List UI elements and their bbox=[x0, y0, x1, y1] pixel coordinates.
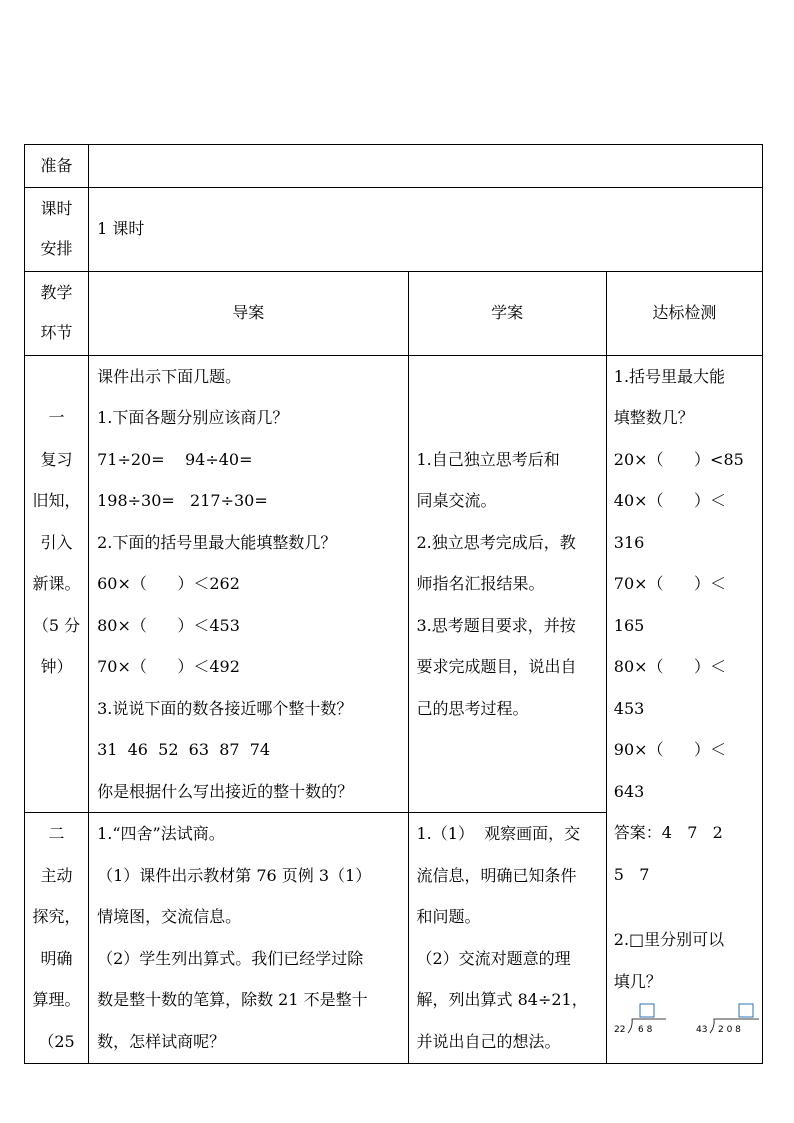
divisor-1: 22 bbox=[613, 1025, 626, 1035]
guide-line: 80×（ ）＜453 bbox=[97, 615, 240, 635]
prep-content bbox=[89, 145, 763, 188]
guide-line: 情境图，交流信息。 bbox=[97, 907, 242, 926]
section2-guide bbox=[89, 813, 408, 1064]
header-label-line2: 环节 bbox=[40, 323, 73, 342]
section2-study bbox=[408, 813, 606, 1064]
check-line: 填几？ bbox=[613, 971, 662, 991]
guide-line: 3.说说下面的数各接近哪个整十数？ bbox=[97, 698, 353, 718]
check-line: 453 bbox=[613, 698, 645, 718]
dividend-1: 6 8 bbox=[637, 1025, 653, 1035]
guide-line: 课件出示下面几题。 bbox=[97, 366, 242, 386]
guide-line: 70×（ ）＜492 bbox=[97, 657, 240, 676]
guide-line: 2.下面的括号里最大能填整数几？ bbox=[97, 532, 337, 552]
col-check-header: 达标检测 bbox=[606, 271, 762, 355]
guide-line: 1.“四舍”法试商。 bbox=[97, 824, 225, 843]
study-line: 流信息，明确已知条件 bbox=[416, 865, 577, 885]
check-line: 40×（ ）＜ bbox=[613, 491, 727, 510]
section1-study bbox=[408, 355, 606, 813]
prep-row bbox=[25, 145, 763, 188]
section1-row bbox=[25, 355, 763, 813]
guide-line: 数，怎样试商呢？ bbox=[97, 1031, 226, 1051]
division-exercise-2 bbox=[696, 1004, 759, 1035]
section2-label-line: 主动 bbox=[40, 865, 73, 885]
study-line: 2.独立思考完成后，教 bbox=[416, 532, 576, 552]
guide-line: 1.下面各题分别应该商几？ bbox=[97, 408, 289, 427]
header-label-line1: 教学 bbox=[40, 283, 73, 302]
study-line: 解，列出算式 84÷21， bbox=[416, 990, 588, 1009]
check-answer-line: 答案：4 7 2 bbox=[613, 823, 723, 842]
header-row bbox=[25, 271, 763, 355]
check-line: 316 bbox=[613, 532, 645, 552]
study-line: 己的思考过程。 bbox=[416, 698, 529, 718]
guide-line: 60×（ ）＜262 bbox=[97, 574, 240, 593]
guide-line: （2）学生列出算式。我们已经学过除 bbox=[97, 948, 364, 968]
study-line: 1.自己独立思考后和 bbox=[416, 449, 560, 469]
study-line: （2）交流对题意的理 bbox=[416, 948, 571, 968]
answer-box bbox=[640, 1004, 654, 1017]
check-line: 1.括号里最大能 bbox=[613, 366, 726, 386]
header-label bbox=[25, 271, 89, 355]
section2-label-line: 明确 bbox=[40, 948, 73, 968]
section1-label-line: 旧知， bbox=[32, 491, 81, 510]
check-line: 填整数几？ bbox=[613, 408, 694, 427]
col-guide-header: 导案 bbox=[89, 271, 408, 355]
section1-label-line: 引入 bbox=[40, 532, 73, 552]
section2-label-line: 二 bbox=[48, 824, 65, 843]
schedule-label bbox=[25, 187, 89, 271]
prep-label: 准备 bbox=[25, 145, 89, 188]
study-line: 并说出自己的想法。 bbox=[416, 1031, 561, 1051]
guide-line: 31 46 52 63 87 74 bbox=[97, 740, 271, 759]
lesson-plan-table bbox=[24, 144, 763, 1064]
section1-label bbox=[25, 355, 89, 813]
section2-label-line: 算理。 bbox=[32, 990, 81, 1009]
guide-line: 数是整十数的笔算，除数 21 不是整十 bbox=[97, 990, 368, 1009]
guide-line: 你是根据什么写出接近的整十数的？ bbox=[97, 781, 354, 801]
section1-label-line: 新课。 bbox=[32, 574, 81, 593]
schedule-content: 1 课时 bbox=[89, 187, 763, 271]
dividend-2: 2 0 8 bbox=[717, 1025, 741, 1035]
study-line: 师指名汇报结果。 bbox=[416, 574, 545, 593]
check-line: 643 bbox=[613, 781, 645, 801]
check-line: 70×（ ）＜ bbox=[613, 574, 727, 593]
study-line: 同桌交流。 bbox=[416, 491, 497, 510]
section1-label-line: 复习 bbox=[40, 449, 73, 469]
answer-box bbox=[739, 1004, 753, 1017]
check-line: 20×（ ）<85 bbox=[613, 449, 744, 469]
section1-label-line: 一 bbox=[48, 408, 65, 427]
check-line: 80×（ ）＜ bbox=[613, 657, 727, 676]
check-answer-line: 5 7 bbox=[613, 864, 650, 884]
schedule-label-line1: 课时 bbox=[40, 199, 73, 218]
division-exercise-1 bbox=[614, 1004, 666, 1035]
division-exercises bbox=[614, 1002, 758, 1036]
section1-label-line: （5 分 bbox=[32, 615, 81, 635]
guide-line: 198÷30= 217÷30= bbox=[97, 491, 268, 510]
col-study-header: 学案 bbox=[408, 271, 606, 355]
study-line: 1.（1） 观察画面，交 bbox=[416, 824, 581, 843]
guide-line: （1）课件出示教材第 76 页例 3（1） bbox=[97, 865, 372, 885]
divisor-2: 43 bbox=[695, 1025, 708, 1035]
check-line: 165 bbox=[613, 615, 645, 635]
guide-line: 71÷20= 94÷40= bbox=[97, 449, 253, 469]
study-line: 3.思考题目要求，并按 bbox=[416, 615, 576, 635]
study-line: 要求完成题目，说出自 bbox=[416, 657, 577, 676]
check-column bbox=[606, 355, 762, 1064]
schedule-label-line2: 安排 bbox=[40, 239, 73, 258]
division-exercises-graphic bbox=[614, 1002, 762, 1036]
section2-label bbox=[25, 813, 89, 1064]
check-line: 2.□里分别可以 bbox=[613, 930, 725, 949]
section2-label-line: （25 bbox=[38, 1031, 75, 1051]
schedule-row bbox=[25, 187, 763, 271]
section1-label-line: 钟） bbox=[40, 657, 73, 676]
check-line: 90×（ ）＜ bbox=[613, 740, 727, 759]
section2-label-line: 探究， bbox=[32, 907, 81, 926]
study-line: 和问题。 bbox=[416, 907, 481, 926]
section1-guide bbox=[89, 355, 408, 813]
